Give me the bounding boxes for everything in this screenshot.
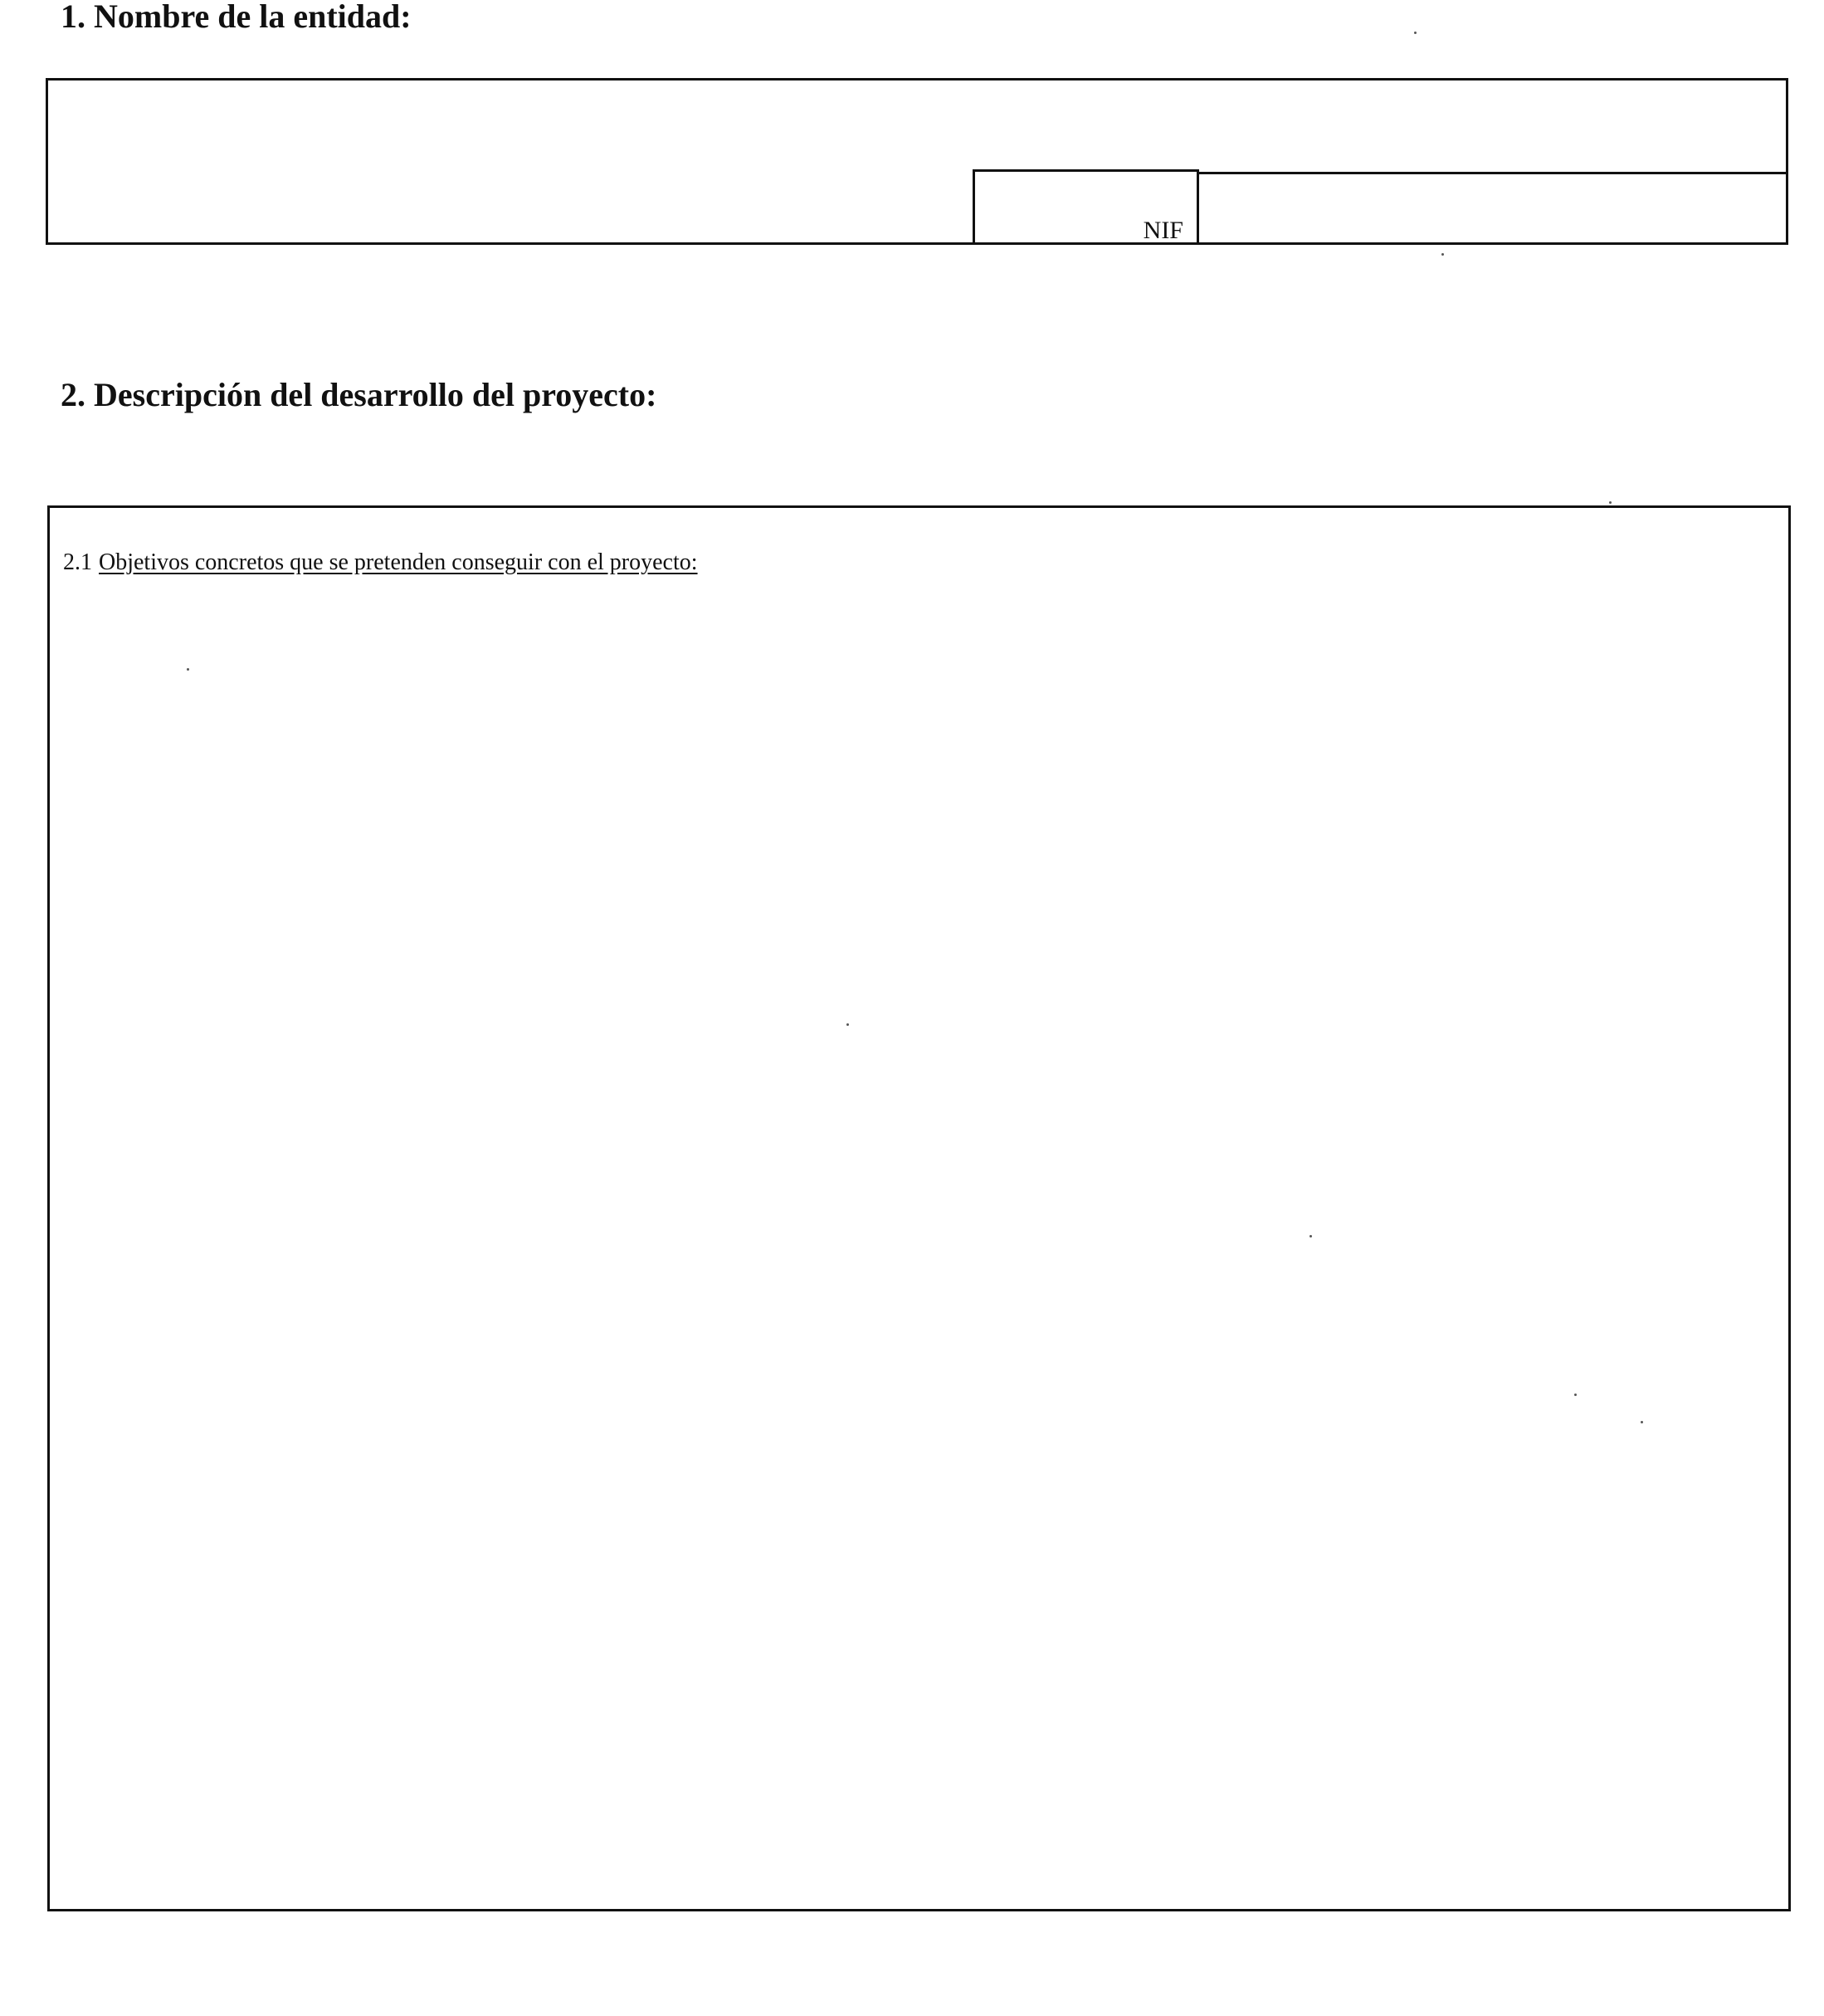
objectives-number: 2.1 xyxy=(63,549,92,575)
nif-label-cell xyxy=(973,169,1199,245)
section-2-heading: 2. Descripción del desarrollo del proyecto: xyxy=(61,376,657,413)
nif-label: NIF xyxy=(1143,217,1183,244)
objectives-label xyxy=(63,551,698,574)
scan-speck xyxy=(1441,253,1444,256)
scan-speck xyxy=(1574,1394,1577,1396)
objectives-title: Objetivos concretos que se pretenden conseguir con el proyecto: xyxy=(99,549,698,575)
section-1-heading: 1. Nombre de la entidad: xyxy=(61,0,412,35)
objectives-box xyxy=(47,505,1791,1911)
scan-speck xyxy=(1414,32,1417,34)
scan-speck xyxy=(187,668,189,671)
entity-form-box xyxy=(46,78,1788,245)
nif-field[interactable] xyxy=(1199,172,1786,242)
scan-speck xyxy=(1309,1235,1312,1237)
entity-name-field[interactable] xyxy=(48,81,1786,169)
scan-speck xyxy=(1641,1421,1643,1423)
scan-speck xyxy=(846,1023,849,1026)
objectives-field[interactable] xyxy=(50,591,1788,1909)
scan-speck xyxy=(1609,501,1612,504)
